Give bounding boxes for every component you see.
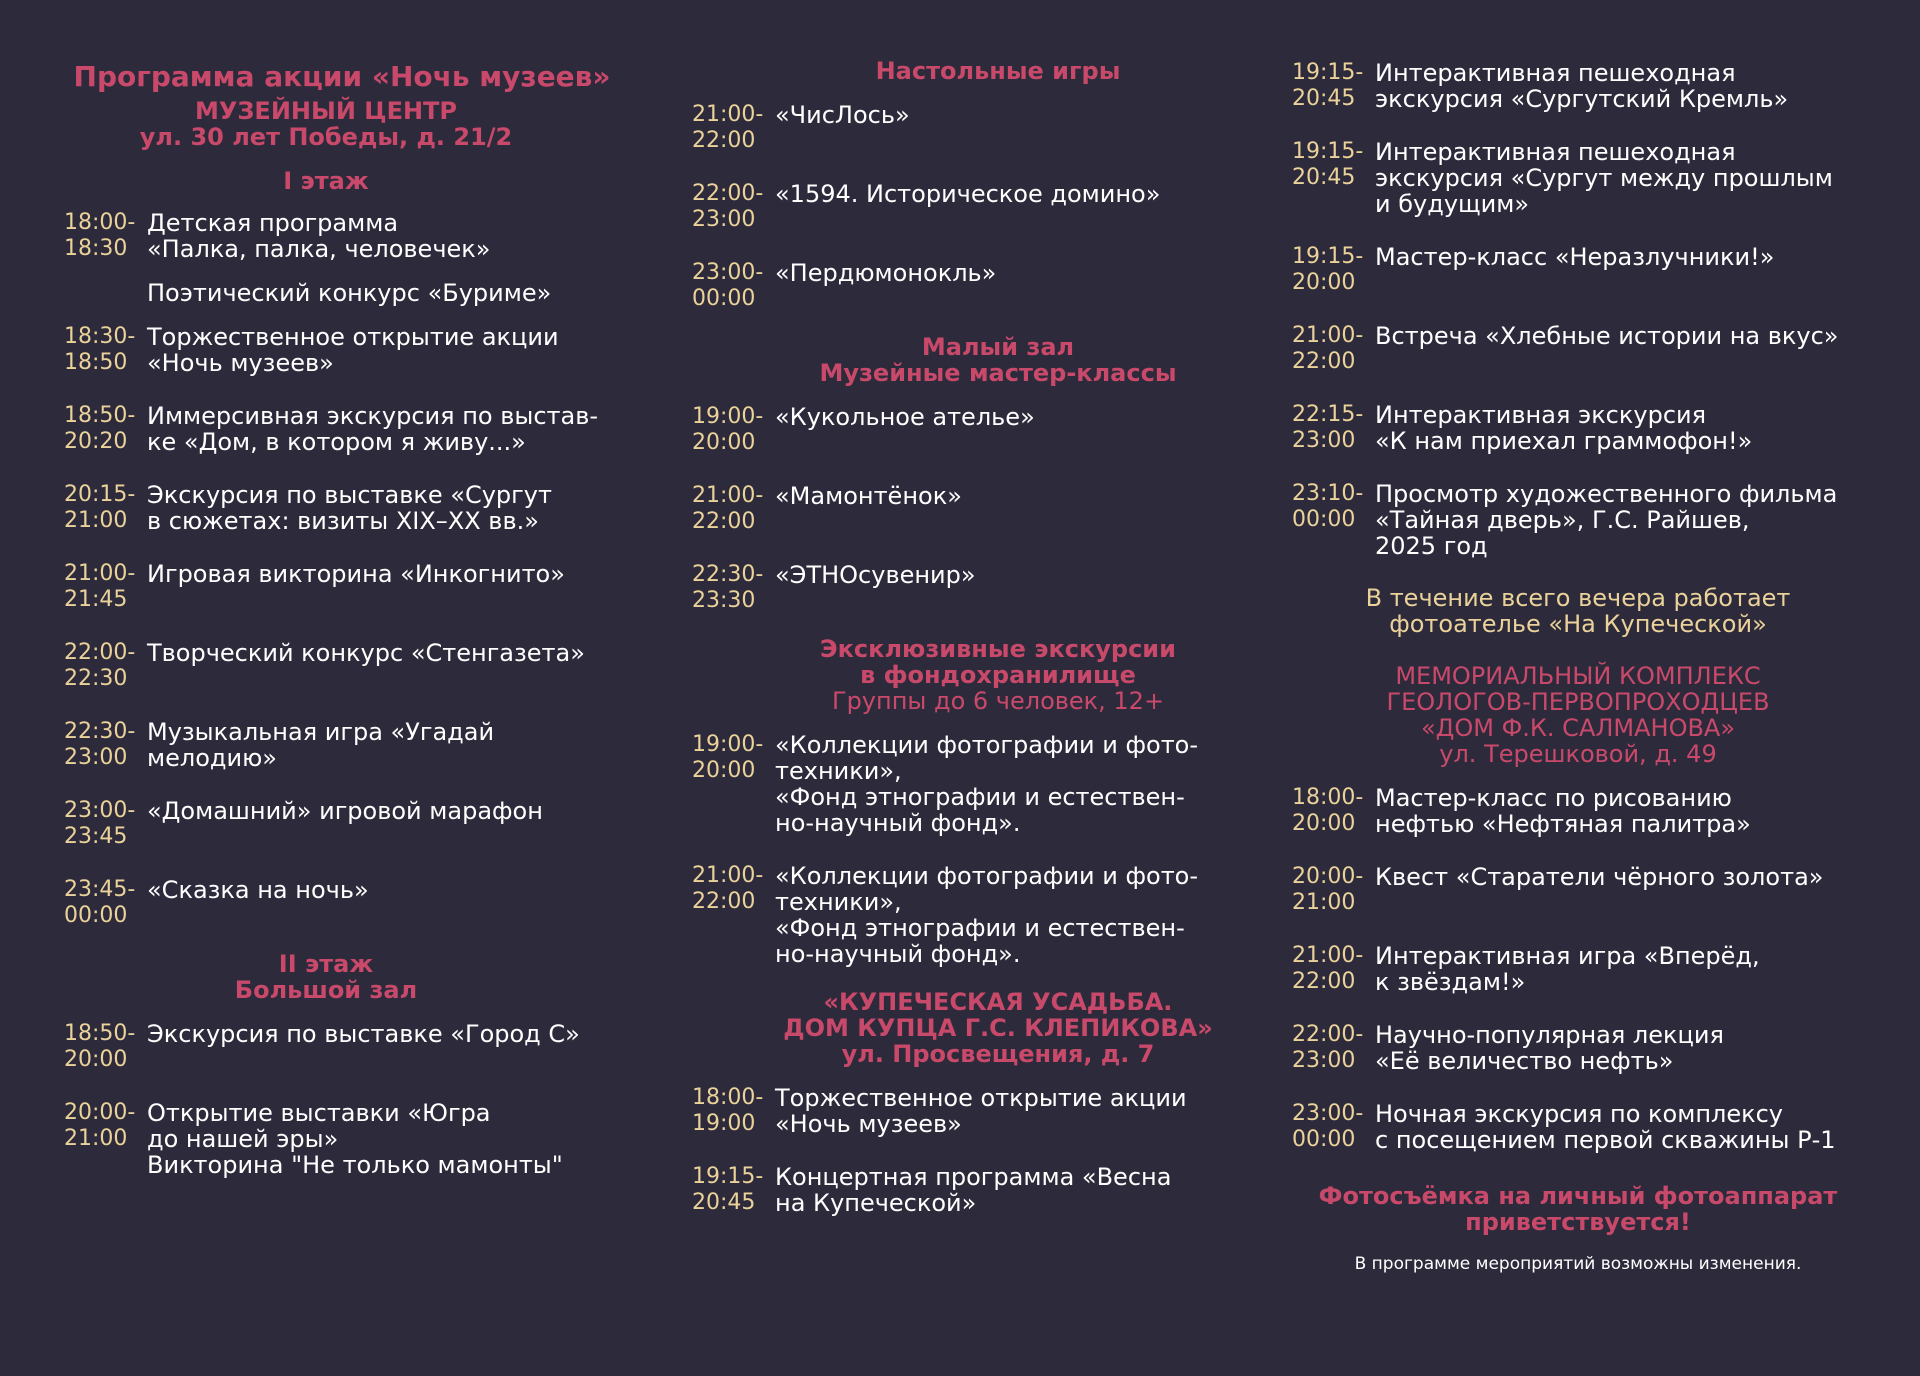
time-range: 18:00- 18:30 bbox=[64, 210, 136, 261]
merchant-house-schedule bbox=[692, 1085, 1282, 1216]
schedule-item bbox=[692, 1085, 1282, 1137]
time-range: 21:00- 22:00 bbox=[1292, 943, 1364, 994]
section-floor-2: II этаж bbox=[278, 950, 374, 978]
time-range: 23:10- 00:00 bbox=[1292, 481, 1364, 532]
section-board-games: Настольные игры bbox=[875, 57, 1121, 85]
event-title: Научно-популярная лекция «Её величество нефть» bbox=[1375, 1021, 1724, 1075]
event-title: «Мамонтёнок» bbox=[775, 482, 962, 510]
time-range: 20:00- 21:00 bbox=[64, 1100, 136, 1151]
event-title: Торжественное открытие акции «Ночь музеев» bbox=[775, 1084, 1187, 1138]
schedule-item bbox=[692, 260, 1282, 312]
event-title: Мастер-класс «Неразлучники!» bbox=[1375, 243, 1775, 271]
photo-studio-note: В течение всего вечера работает bbox=[1365, 584, 1791, 612]
venue-name: МУЗЕЙНЫЙ ЦЕНТР bbox=[194, 97, 458, 125]
schedule-item bbox=[64, 561, 640, 613]
time-range: 19:00- 20:00 bbox=[692, 732, 764, 783]
event-title: Просмотр художественного фильма «Тайная дверь», Г.С. Райшев, 2025 год bbox=[1375, 480, 1838, 560]
schedule-item bbox=[1292, 244, 1872, 296]
event-title: Интерактивная игра «Вперёд, к звёздам!» bbox=[1375, 942, 1760, 996]
photo-policy-note: Фотосъёмка на личный фотоаппарат bbox=[1318, 1182, 1838, 1210]
time-range: 20:15- 21:00 bbox=[64, 482, 136, 533]
section-floor-1: I этаж bbox=[283, 167, 369, 195]
event-title: Концертная программа «Весна на Купеческой» bbox=[775, 1163, 1172, 1217]
time-range: 18:30- 18:50 bbox=[64, 324, 136, 375]
time-range: 21:00- 22:00 bbox=[1292, 323, 1364, 374]
schedule-item bbox=[64, 210, 640, 262]
event-title: Экскурсия по выставке «Город С» bbox=[147, 1020, 580, 1048]
section-small-hall: Малый зал bbox=[921, 333, 1075, 361]
event-title: Квест «Старатели чёрного золота» bbox=[1375, 863, 1824, 891]
event-title: «ЭТНОсувенир» bbox=[775, 561, 976, 589]
schedule-item bbox=[692, 404, 1282, 456]
schedule-item bbox=[1292, 481, 1872, 559]
venue-name: «КУПЕЧЕСКАЯ УСАДЬБА. bbox=[823, 988, 1173, 1016]
event-title: Творческий конкурс «Стенгазета» bbox=[147, 639, 585, 667]
disclaimer: В программе мероприятий возможны изменения. bbox=[1354, 1254, 1802, 1274]
time-range: 19:15- 20:45 bbox=[692, 1164, 764, 1215]
time-range: 22:00- 23:00 bbox=[692, 181, 764, 232]
section-workshops: Музейные мастер-классы bbox=[819, 359, 1177, 387]
event-title: Интерактивная пешеходная экскурсия «Сургутский Кремль» bbox=[1375, 59, 1789, 113]
event-title: Иммерсивная экскурсия по выстав- ке «Дом, в котором я живу...» bbox=[147, 402, 599, 456]
schedule-item bbox=[692, 181, 1282, 233]
merchant-house-schedule-continued bbox=[1292, 60, 1872, 559]
event-title: Торжественное открытие акции «Ночь музеев» bbox=[147, 323, 559, 377]
exclusive-schedule bbox=[692, 732, 1282, 967]
time-range: 21:00- 22:00 bbox=[692, 863, 764, 914]
schedule-item bbox=[64, 403, 640, 455]
venue-address: ул. 30 лет Победы, д. 21/2 bbox=[139, 123, 513, 151]
schedule-item bbox=[692, 102, 1282, 154]
venue-address: ул. Просвещения, д. 7 bbox=[841, 1040, 1155, 1068]
photo-policy-note-line2: приветствуется! bbox=[1465, 1208, 1691, 1236]
event-title: Открытие выставки «Югра до нашей эры» Викторина "Не только мамонты" bbox=[147, 1099, 563, 1179]
time-range: 19:15- 20:45 bbox=[1292, 60, 1364, 111]
schedule-item bbox=[64, 877, 640, 929]
event-title: «Пердюмонокль» bbox=[775, 259, 997, 287]
schedule-item bbox=[1292, 402, 1872, 454]
time-range: 18:50- 20:20 bbox=[64, 403, 136, 454]
photo-studio-note-line2: фотоателье «На Купеческой» bbox=[1389, 610, 1767, 638]
event-title: Ночная экскурсия по комплексу с посещением первой скважины Р-1 bbox=[1375, 1100, 1836, 1154]
column-continued bbox=[1292, 60, 1872, 1275]
event-title: «Коллекции фотографии и фото- техники», «Фонд этнографии и естествен- но-научный фонд». bbox=[775, 862, 1199, 968]
time-range: 22:30- 23:00 bbox=[64, 719, 136, 770]
games-schedule bbox=[692, 102, 1282, 312]
time-range: 23:00- 00:00 bbox=[692, 260, 764, 311]
section-exclusive-tours: Эксклюзивные экскурсии bbox=[820, 635, 1176, 663]
schedule-item bbox=[1292, 323, 1872, 375]
schedule-item bbox=[1292, 864, 1872, 916]
time-range: 21:00- 21:45 bbox=[64, 561, 136, 612]
group-limit-note: Группы до 6 человек, 12+ bbox=[831, 687, 1165, 715]
event-title: Поэтический конкурс «Буриме» bbox=[147, 279, 552, 307]
venue-name-line2: ДОМ КУПЦА Г.С. КЛЕПИКОВА» bbox=[783, 1014, 1213, 1042]
workshops-schedule bbox=[692, 404, 1282, 614]
time-range: 18:00- 20:00 bbox=[1292, 785, 1364, 836]
event-title: Мастер-класс по рисованию нефтью «Нефтяная палитра» bbox=[1375, 784, 1751, 838]
event-title: Встреча «Хлебные истории на вкус» bbox=[1375, 322, 1839, 350]
schedule-item bbox=[692, 483, 1282, 535]
schedule-item bbox=[1292, 943, 1872, 995]
time-range: 20:00- 21:00 bbox=[1292, 864, 1364, 915]
section-big-hall: Большой зал bbox=[234, 976, 418, 1004]
schedule-item bbox=[1292, 1022, 1872, 1074]
venue-name-line3: «ДОМ Ф.К. САЛМАНОВА» bbox=[1420, 714, 1736, 742]
time-range: 19:00- 20:00 bbox=[692, 404, 764, 455]
time-range bbox=[64, 280, 147, 306]
event-title: «1594. Историческое домино» bbox=[775, 180, 1161, 208]
schedule-item bbox=[1292, 139, 1872, 217]
event-title: «Домашний» игровой марафон bbox=[147, 797, 543, 825]
event-title: Музыкальная игра «Угадай мелодию» bbox=[147, 718, 495, 772]
schedule-item bbox=[692, 732, 1282, 836]
schedule-item bbox=[1292, 60, 1872, 112]
venue-name-line2: ГЕОЛОГОВ-ПЕРВОПРОХОДЦЕВ bbox=[1386, 688, 1770, 716]
time-range: 19:15- 20:45 bbox=[1292, 139, 1364, 190]
time-range: 19:15- 20:00 bbox=[1292, 244, 1364, 295]
time-range: 22:15- 23:00 bbox=[1292, 402, 1364, 453]
time-range: 23:00- 23:45 bbox=[64, 798, 136, 849]
salmanov-house-schedule bbox=[1292, 785, 1872, 1153]
schedule-item bbox=[64, 280, 640, 306]
time-range: 23:45- 00:00 bbox=[64, 877, 136, 928]
schedule-item bbox=[692, 1164, 1282, 1216]
schedule-item bbox=[692, 863, 1282, 967]
schedule-item bbox=[692, 562, 1282, 614]
column-games-workshops bbox=[692, 58, 1282, 1216]
column-museum-center bbox=[62, 60, 640, 1178]
event-title: Интерактивная экскурсия «К нам приехал граммофон!» bbox=[1375, 401, 1753, 455]
schedule-item bbox=[64, 1100, 640, 1178]
time-range: 18:50- 20:00 bbox=[64, 1021, 136, 1072]
time-range: 22:00- 22:30 bbox=[64, 640, 136, 691]
event-title: «Кукольное ателье» bbox=[775, 403, 1035, 431]
time-range: 23:00- 00:00 bbox=[1292, 1101, 1364, 1152]
event-title: «Сказка на ночь» bbox=[147, 876, 369, 904]
schedule-item bbox=[64, 1021, 640, 1073]
event-title: «Коллекции фотографии и фото- техники», «Фонд этнографии и естествен- но-научный фонд». bbox=[775, 731, 1199, 837]
page-title: Программа акции «Ночь музеев» bbox=[73, 60, 611, 93]
event-title: «ЧисЛось» bbox=[775, 101, 910, 129]
time-range: 22:30- 23:30 bbox=[692, 562, 764, 613]
venue-address: ул. Терешковой, д. 49 bbox=[1439, 740, 1717, 768]
schedule-item bbox=[64, 798, 640, 850]
event-title: Интерактивная пешеходная экскурсия «Сургут между прошлым и будущим» bbox=[1375, 138, 1833, 218]
time-range: 21:00- 22:00 bbox=[692, 102, 764, 153]
venue-name: МЕМОРИАЛЬНЫЙ КОМПЛЕКС bbox=[1395, 662, 1761, 690]
floor-1-schedule bbox=[64, 210, 640, 929]
schedule-item bbox=[64, 482, 640, 534]
big-hall-schedule bbox=[64, 1021, 640, 1178]
schedule-item bbox=[64, 719, 640, 771]
event-title: Детская программа «Палка, палка, человечек» bbox=[147, 209, 491, 263]
schedule-item bbox=[64, 324, 640, 376]
section-exclusive-tours-sub: в фондохранилище bbox=[860, 661, 1136, 689]
event-title: Экскурсия по выставке «Сургут в сюжетах: визиты XIX–XX вв.» bbox=[147, 481, 552, 535]
schedule-item bbox=[1292, 1101, 1872, 1153]
schedule-item bbox=[64, 640, 640, 692]
schedule-item bbox=[1292, 785, 1872, 837]
time-range: 21:00- 22:00 bbox=[692, 483, 764, 534]
time-range: 18:00- 19:00 bbox=[692, 1085, 764, 1136]
event-title: Игровая викторина «Инкогнито» bbox=[147, 560, 565, 588]
time-range: 22:00- 23:00 bbox=[1292, 1022, 1364, 1073]
